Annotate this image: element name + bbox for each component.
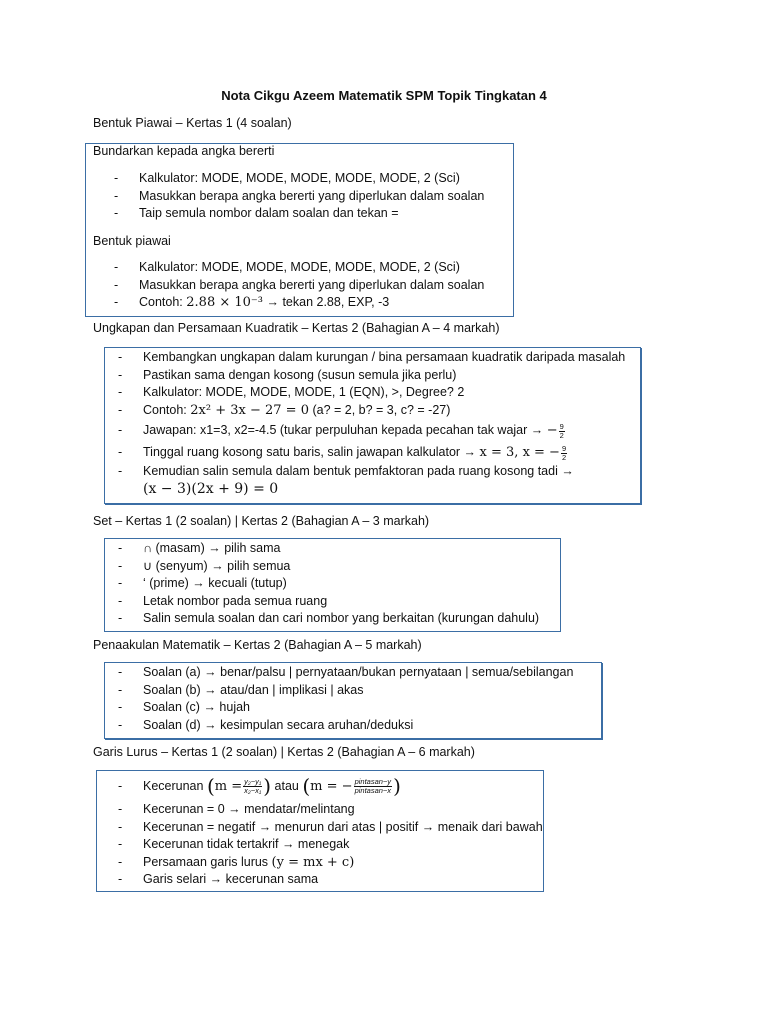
fraction: $\frac{9}{2}$ — [559, 421, 564, 440]
section-heading-penaakulan: Penaakulan Matematik – Kertas 2 (Bahagian A – 5 markah) — [93, 638, 422, 652]
math-expression: (y = mx + c) — [271, 854, 355, 870]
box-set — [104, 538, 561, 632]
page-title: Nota Cikgu Azeem Matematik SPM Topik Tingkatan 4 — [221, 88, 547, 103]
math-expression: 2.88 × 10⁻³ — [186, 295, 263, 311]
box-garis-lurus — [96, 770, 544, 892]
list-garis-lurus — [97, 771, 543, 889]
list-item: - Jawapan: x1=3, x2=-4.5 (tukar perpuluhan kepada pecahan tak wajar → − $\frac{9}{2}$ — [118, 421, 564, 440]
list-item: - Garis selari → kecerunan sama — [118, 872, 319, 887]
fraction: $\frac{9}{2}$ — [561, 443, 567, 462]
section-heading-bentuk-piawai: Bentuk Piawai – Kertas 1 (4 soalan) — [93, 116, 292, 130]
fraction: $\frac{\text{y₂−y₁}}{\text{x₂−x₁}}$ — [244, 777, 262, 796]
box-bentuk-piawai — [85, 143, 514, 317]
list-item: - Kecerunan = 0 → mendatar/melintang — [118, 802, 355, 816]
subheading-bentuk-piawai: Bentuk piawai — [93, 234, 171, 248]
list-item: - Taip semula nombor dalam soalan dan tekan = — [114, 206, 399, 221]
list-item: - Kembangkan ungkapan dalam kurungan / bina persamaan kuadratik daripada masalah — [118, 350, 626, 364]
list-item: - Kecerunan (m = $\frac{\text{y₂−y₁}}{\text{x₂−x₁}}$ ) atau (m = − $\frac{\text{pintasan−y}}{\text{pintasan−x}}$ ) — [118, 774, 401, 798]
box-kuadratik — [104, 347, 641, 504]
list-item: - Soalan (b) → atau/dan | implikasi | akas — [118, 682, 364, 697]
list-item: - Kemudian salin semula dalam bentuk pemfaktoran pada ruang kosong tadi → — [118, 464, 574, 479]
math-expression: 2x² + 3x − 27 = 0 — [190, 402, 309, 418]
list-item: - Masukkan berapa angka bererti yang diperlukan dalam soalan — [114, 188, 485, 203]
list-set — [97, 540, 539, 628]
list-bundarkan — [93, 170, 484, 223]
list-item: - ‘ (prime) → kecuali (tutup) — [118, 576, 287, 591]
box-penaakulan — [104, 662, 602, 739]
list-item: - Soalan (a) → benar/palsu | pernyataan/bukan pernyataan | semua/sebilangan — [118, 665, 574, 679]
list-penaakulan — [97, 664, 573, 734]
list-item: - Contoh: 2.88 × 10⁻³ → tekan 2.88, EXP, -3 — [114, 295, 390, 311]
list-item: - Masukkan berapa angka bererti yang diperlukan dalam soalan — [114, 277, 485, 292]
list-item: - Contoh: 2x² + 3x − 27 = 0 (a? = 2, b? = 3, c? = -27) — [118, 402, 451, 418]
list-item: - Kecerunan = negatif → menurun dari atas | positif → menaik dari bawah — [118, 819, 543, 834]
subheading-bundarkan: Bundarkan kepada angka bererti — [93, 144, 275, 158]
section-heading-garis-lurus: Garis Lurus – Kertas 1 (2 soalan) | Kertas 2 (Bahagian A – 6 markah) — [93, 745, 475, 759]
section-heading-kuadratik: Ungkapan dan Persamaan Kuadratik – Kertas 2 (Bahagian A – 4 markah) — [93, 321, 500, 335]
list-item: - ∪ (senyum) → pilih semua — [118, 558, 291, 573]
list-kuadratik — [97, 349, 625, 499]
list-item: - Soalan (c) → hujah — [118, 700, 251, 715]
section-heading-set: Set – Kertas 1 (2 soalan) | Kertas 2 (Bahagian A – 3 markah) — [93, 514, 430, 528]
list-item — [97, 481, 625, 499]
list-item: - Persamaan garis lurus (y = mx + c) — [118, 854, 355, 870]
list-item: - ∩ (masam) → pilih sama — [118, 541, 281, 555]
fraction: $\frac{\text{pintasan−y}}{\text{pintasan−x}}$ — [354, 777, 392, 796]
list-item: - Kalkulator: MODE, MODE, MODE, MODE, MODE, 2 (Sci) — [114, 171, 460, 185]
list-item: - Kecerunan tidak tertakrif → menegak — [118, 837, 350, 852]
list-item: - Soalan (d) → kesimpulan secara aruhan/deduksi — [118, 717, 414, 732]
math-expression: (x − 3)(2x + 9) = 0 — [143, 480, 279, 497]
list-item: - Letak nombor pada semua ruang — [118, 593, 328, 608]
list-item: - Tinggal ruang kosong satu baris, salin jawapan kalkulator → x = 3, x = − $\frac{9}{2}$ — [118, 443, 567, 462]
list-item: - Pastikan sama dengan kosong (susun semula jika perlu) — [118, 367, 457, 382]
list-bentuk-piawai — [93, 259, 484, 312]
list-item: - Kalkulator: MODE, MODE, MODE, 1 (EQN), >, Degree? 2 — [118, 385, 465, 400]
list-item: - Kalkulator: MODE, MODE, MODE, MODE, MODE, 2 (Sci) — [114, 260, 460, 274]
list-item: - Salin semula soalan dan cari nombor yang berkaitan (kurungan dahulu) — [118, 611, 540, 626]
